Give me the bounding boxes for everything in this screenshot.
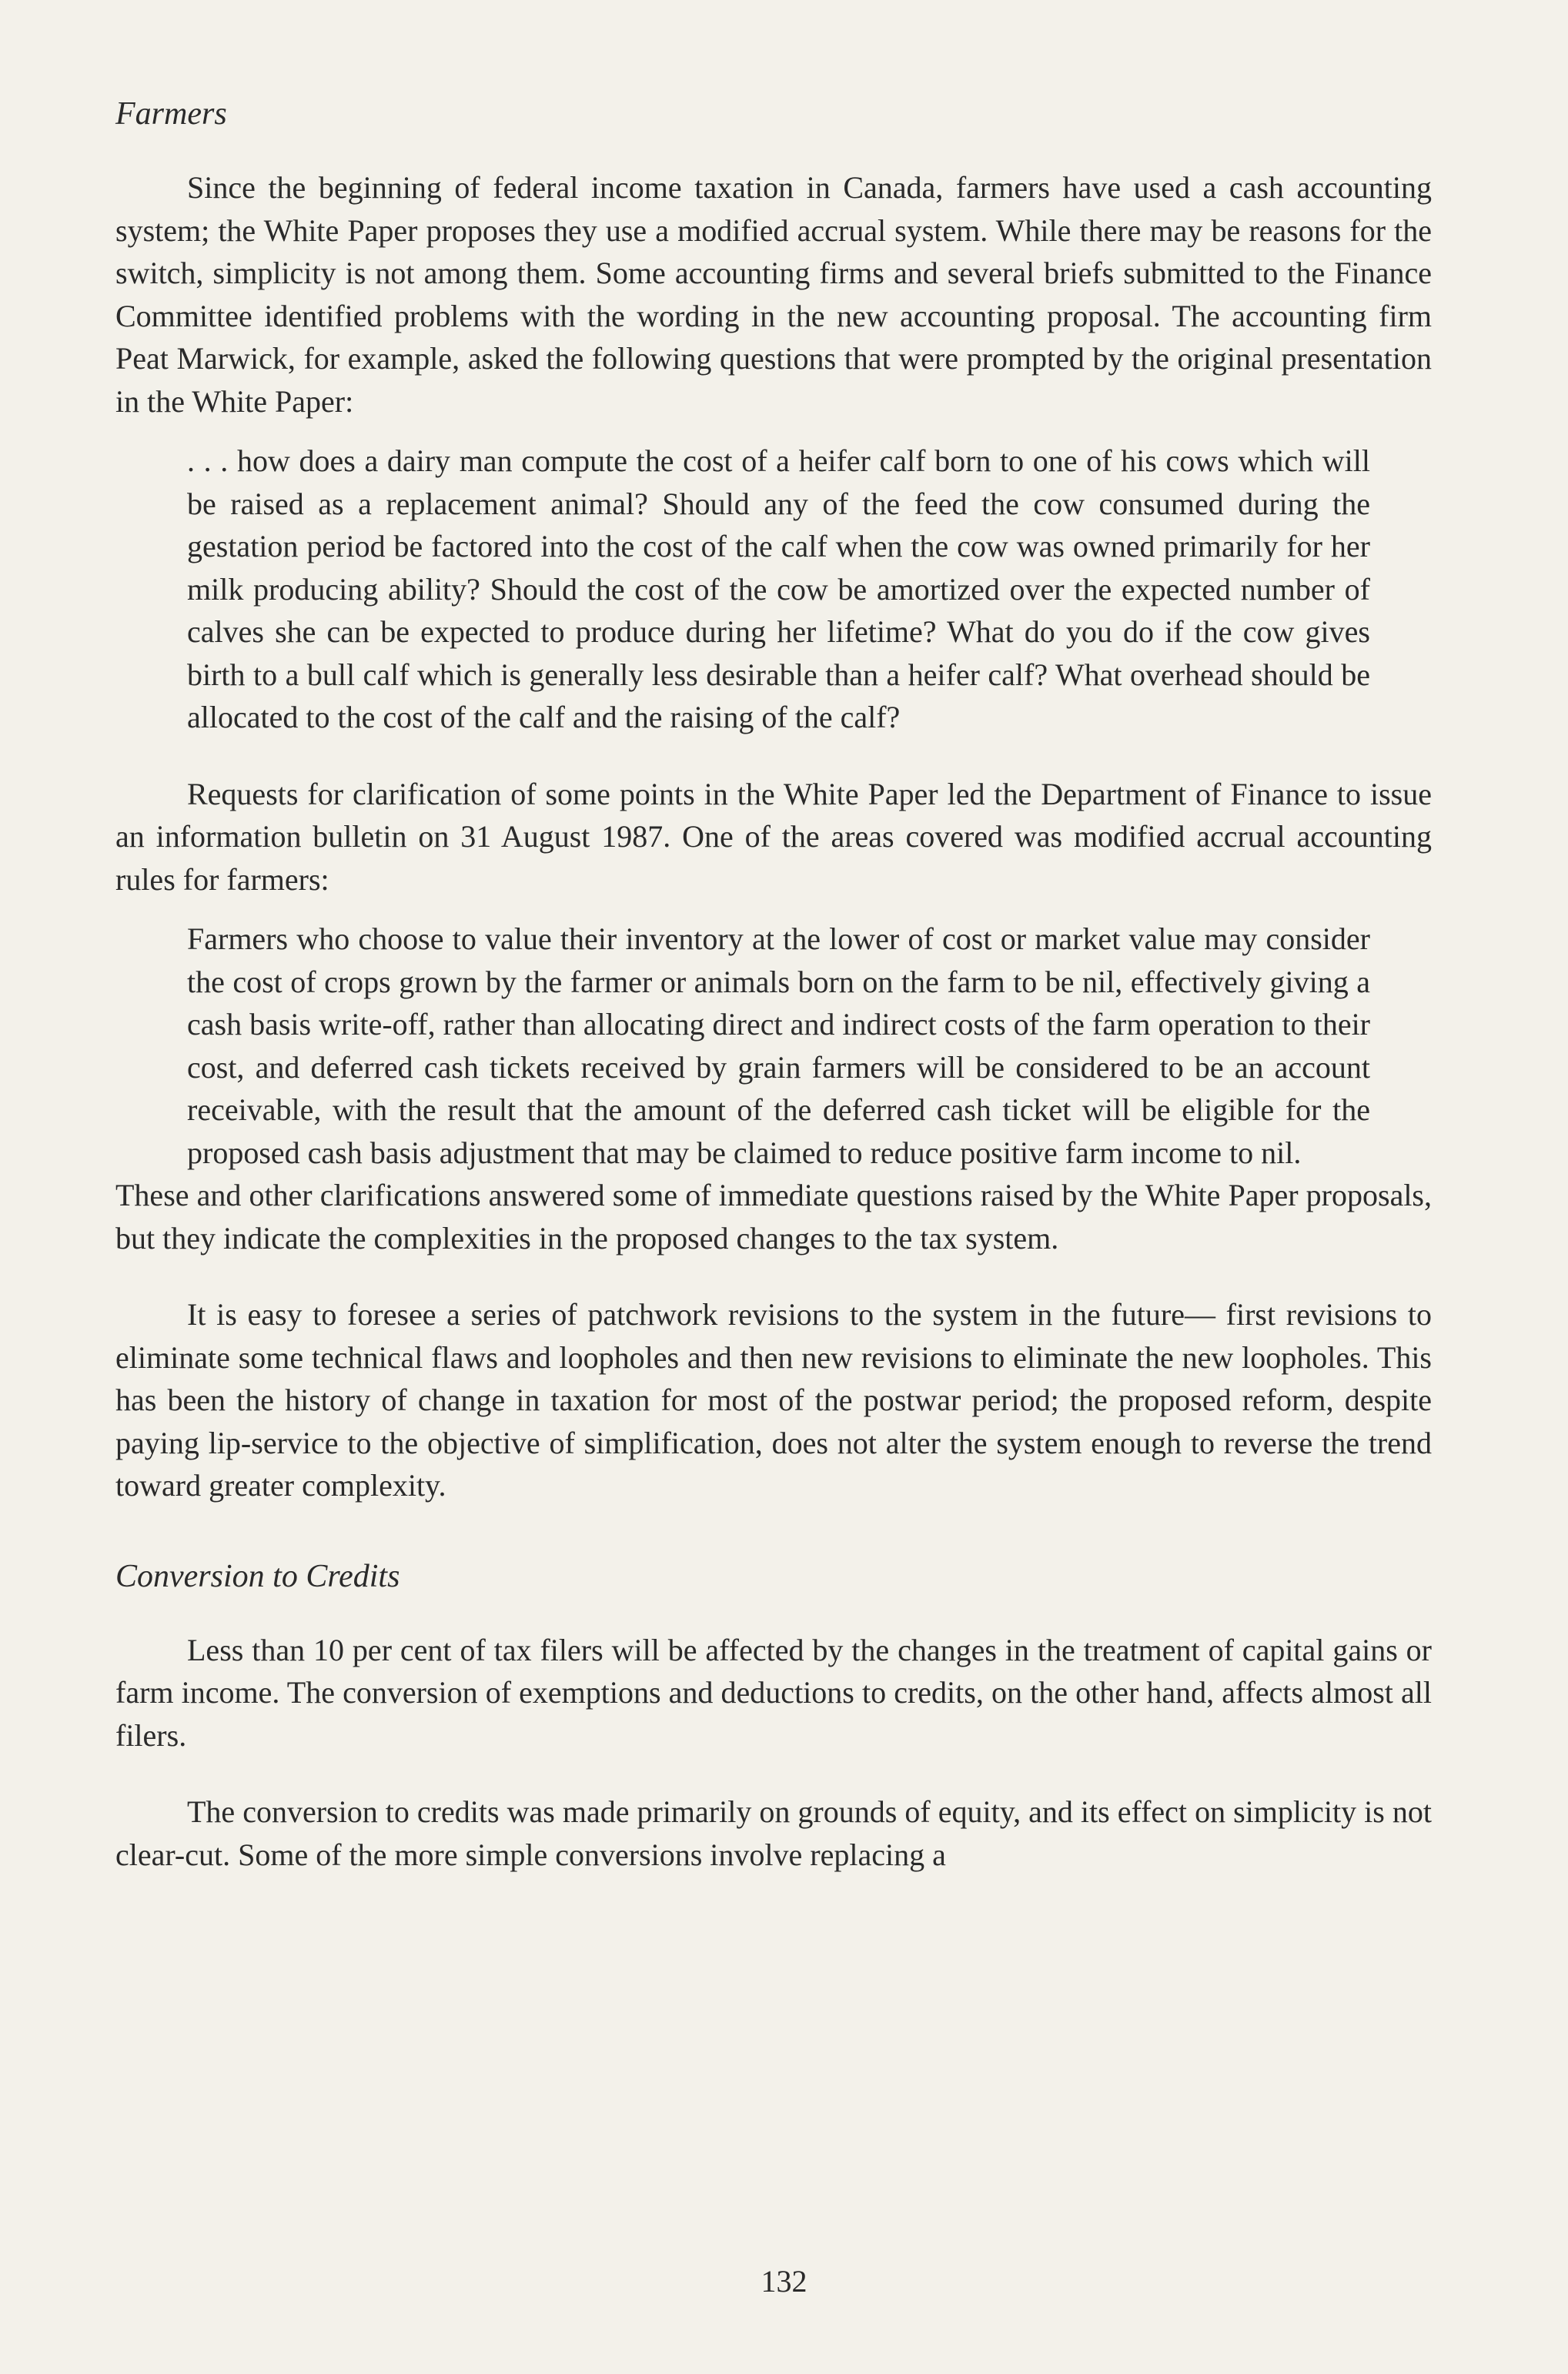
block-quote: . . . how does a dairy man compute the cost of a heifer calf born to one of his cows which will be raised as a replacement animal? Should any of the feed the cow consumed during the gestation period be factored into the cost of the calf when the cow was owned primarily for her milk producing ability? Should the cost of the cow be amortized over the expected number of calves she can be expected to produce during her lifetime? What do you do if the cow gives birth to a bull calf which is generally less desirable than a heifer calf? What overhead should be allocated to the cost of the calf and the raising of the calf?: [187, 443, 1370, 734]
paragraph: Less than 10 per cent of tax filers will be affected by the changes in the treatment of capital gains or farm income. The conversion of exemptions and deductions to credits, on the other hand, affects almost all filers.: [115, 1632, 1432, 1753]
section-heading-farmers: Farmers: [115, 96, 227, 132]
block-quote: Farmers who choose to value their inventory at the lower of cost or market value may consider the cost of crops grown by the farmer or animals born on the farm to be nil, effectively giving a cash basis write-off, rather than allocating direct and indirect costs of the farm operation to their cost, and deferred cash tickets received by grain farmers will be considered to be an account receivable, with the result that the amount of the deferred cash ticket will be eligible for the proposed cash basis adjustment that may be claimed to reduce positive farm income to nil.: [187, 921, 1370, 1170]
page-number: 132: [761, 2264, 807, 2299]
paragraph: Requests for clarification of some points in the White Paper led the Department of Finance to issue an information bulletin on 31 August 1987. One of the areas covered was modified accrual accounting rules for farmers:: [115, 776, 1432, 897]
paragraph: It is easy to foresee a series of patchwork revisions to the system in the future— first revisions to eliminate some technical flaws and loopholes and then new revisions to eliminate the new loopholes. This has been the history of change in taxation for most of the postwar period; the proposed reform, despite paying lip-service to the objective of simplification, does not alter the system enough to reverse the trend toward greater complexity.: [115, 1297, 1432, 1503]
paragraph: The conversion to credits was made primarily on grounds of equity, and its effect on simplicity is not clear-cut. Some of the more simple conversions involve replacing a: [115, 1794, 1432, 1872]
page-content: [115, 92, 1432, 1876]
paragraph: Since the beginning of federal income taxation in Canada, farmers have used a cash accounting system; the White Paper proposes they use a modified accrual system. While there may be reasons for the switch, simplicity is not among them. Some accounting firms and several briefs submitted to the Finance Committee identified problems with the wording in the new accounting proposal. The accounting firm Peat Marwick, for example, asked the following questions that were prompted by the original presentation in the White Paper:: [115, 170, 1432, 419]
section-heading-conversion-to-credits: Conversion to Credits: [115, 1558, 400, 1594]
paragraph: These and other clarifications answered some of immediate questions raised by the White Paper proposals, but they indicate the complexities in the proposed changes to the tax system.: [115, 1178, 1432, 1256]
